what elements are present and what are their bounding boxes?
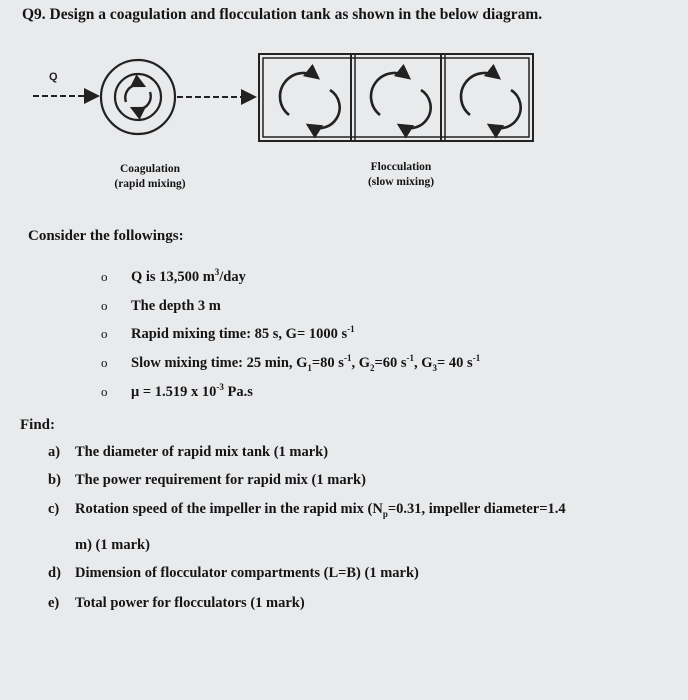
bullet-icon: o [101,355,108,370]
compartment-1-rotation-icon [280,73,340,128]
find-heading: Find: [20,417,56,433]
bullet-slow-mixing: o Slow mixing time: 25 min, $G_1=80$ $s^{-1}$, $G_2=60$ $s^{-1}$, $G_3= 40$ $s^{-1}$ [101,353,481,373]
compartment-2-rotation-icon [371,73,431,128]
find-item-b: b) The power requirement for rapid mix (1 mark) [48,472,366,488]
bullet-icon: o [101,298,108,313]
find-item-c-continued: m) (1 mark) [75,537,150,553]
bullet-rapid-mixing: o Rapid mixing time: 85 s, G= 1000 $s^{-1}$ [101,324,355,342]
find-item-e: e) Total power for flocculators (1 mark) [48,595,305,611]
flocculator-tank [259,54,533,141]
coagulation-caption: Coagulation (rapid mixing) [114,163,186,190]
consider-heading: Consider the followings: [28,228,184,244]
flow-label: Q [49,71,58,83]
compartment-3-rotation-icon [461,73,521,128]
question-title: Q9. Design a coagulation and flocculation tank as shown in the below diagram. [22,6,543,23]
bullet-viscosity: o μ = 1.519 x $10^{-3}$ Pa.s [101,382,253,400]
rotation-arrow-icon [125,85,150,110]
flocculation-caption: Flocculation (slow mixing) [367,161,435,188]
rapid-mix-tank [101,60,175,134]
bullet-icon: o [101,269,108,284]
bullet-flow: o Q is 13,500 $m^3$/day [101,267,246,285]
find-item-d: d) Dimension of flocculator compartments (L=B) (1 mark) [48,565,419,581]
find-item-c: c) Rotation speed of the impeller in the rapid mix ($N_p=0.31$, impeller diameter=1.4 [48,501,566,519]
bullet-icon: o [101,384,108,399]
find-item-a: a) The diameter of rapid mix tank (1 mark) [48,444,329,460]
bullet-icon: o [101,326,108,341]
bullet-depth: o The depth 3 m [101,298,221,314]
